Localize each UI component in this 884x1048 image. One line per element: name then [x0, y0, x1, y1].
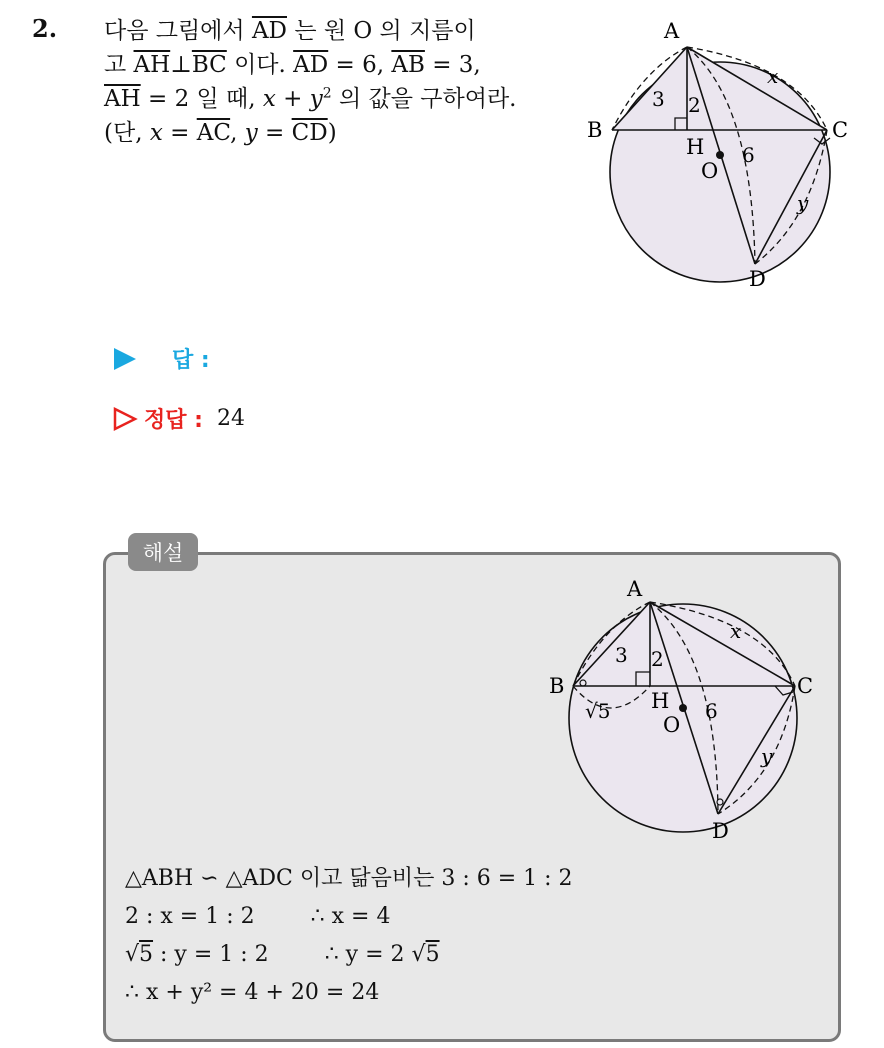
solution-line-3: [125, 936, 573, 974]
q-text-2: 는 원 O 의 지름이: [294, 18, 476, 44]
fig2-label-D: D: [712, 819, 729, 843]
solution-line-2b: ∴ x = 4: [310, 904, 391, 929]
segment-AC: $\overline{AC}$: [196, 120, 231, 146]
fig2-label-O: O: [663, 713, 681, 737]
solution-text: [125, 860, 573, 1012]
sqrt-5-arg: 5: [139, 942, 154, 967]
fig1-label-3: 3: [652, 87, 665, 111]
fig1-label-C: C: [832, 118, 849, 142]
fig1-label-y: y: [797, 191, 809, 215]
fig2-label-C: C: [797, 674, 814, 698]
sqrt-5: √5: [125, 942, 154, 967]
segment-AD-2: $\overline{AD}$: [293, 52, 329, 78]
fig1-label-6: 6: [742, 143, 755, 167]
question-number: 2.: [32, 14, 58, 43]
solution-line-2: [125, 898, 573, 936]
fig2-label-x: x: [730, 619, 742, 643]
perp-symbol: ⊥: [170, 52, 192, 78]
segment-AH-2: $\overline{AH}$: [104, 86, 141, 112]
sqrt-5-b-arg: 5: [425, 942, 440, 967]
q-text-4: 이다.: [234, 52, 286, 78]
play-outline-icon: [112, 406, 138, 432]
solution-line-4: ∴ x + y² = 4 + 20 = 24: [125, 980, 380, 1005]
fig1-label-O: O: [701, 159, 719, 183]
q-text-1: 다음 그림에서: [104, 18, 245, 44]
answer-row: [112, 343, 210, 374]
solution-tab: 해설: [128, 533, 198, 571]
segment-AH: $\overline{AH}$: [133, 52, 171, 78]
segment-BC: $\overline{BC}$: [191, 52, 227, 78]
correct-answer-value: 24: [216, 406, 245, 431]
q-text-3: 고: [104, 52, 127, 78]
solution-figure: [545, 580, 825, 850]
segment-AD: $\overline{AD}$: [251, 18, 287, 44]
fig2-label-2: 2: [651, 647, 664, 671]
fig2-label-y: y: [761, 744, 773, 768]
fig2-label-A: A: [627, 580, 643, 601]
question-text: [104, 14, 564, 150]
cond-x: x: [149, 120, 163, 146]
fig1-label-x: x: [767, 64, 779, 88]
cond-eq2: =: [257, 120, 292, 146]
solution-line-1: △ABH ∽ △ADC 이고 닮음비는 3 : 6 = 1 : 2: [125, 866, 573, 891]
var-y: y: [309, 86, 323, 112]
problem-figure: [582, 20, 862, 295]
correct-answer-label: 정답 :: [144, 408, 203, 433]
fig2-label-3: 3: [615, 643, 628, 667]
exponent: 2: [322, 85, 332, 102]
fig2-label-B: B: [549, 674, 565, 698]
segment-CD: $\overline{CD}$: [291, 120, 328, 146]
solution-line-3b: ∴ y = 2: [324, 942, 405, 967]
cond-open: (단,: [104, 120, 143, 146]
solution-line-2a: 2 : x = 1 : 2: [125, 904, 255, 929]
q-text-8: 의 값을 구하여라.: [339, 86, 517, 112]
cond-comma: ,: [230, 120, 238, 146]
correct-answer-row: [112, 403, 245, 434]
fig1-label-H: H: [686, 135, 705, 159]
q-text-7: = 2 일 때,: [147, 86, 256, 112]
cond-y: y: [244, 120, 258, 146]
plus: +: [275, 86, 310, 112]
solution-line-3a: : y = 1 : 2: [160, 942, 269, 967]
fig1-label-A: A: [664, 20, 680, 43]
fig2-label-6: 6: [705, 699, 718, 723]
fig2-label-H: H: [651, 689, 670, 713]
cond-eq1: =: [162, 120, 197, 146]
fig1-label-D: D: [749, 267, 766, 291]
var-x: x: [262, 86, 276, 112]
fig1-label-B: B: [587, 118, 603, 142]
cond-close: ): [327, 120, 337, 146]
fig2-label-sqrt5: √5: [585, 699, 611, 723]
play-icon: [112, 346, 138, 372]
fig1-label-2: 2: [688, 93, 701, 117]
q-text-5: = 6,: [335, 52, 385, 78]
answer-label: 답 :: [172, 348, 210, 373]
segment-AB: $\overline{AB}$: [391, 52, 425, 78]
q-text-6: = 3,: [432, 52, 481, 78]
sqrt-5-b: √5: [411, 942, 440, 967]
